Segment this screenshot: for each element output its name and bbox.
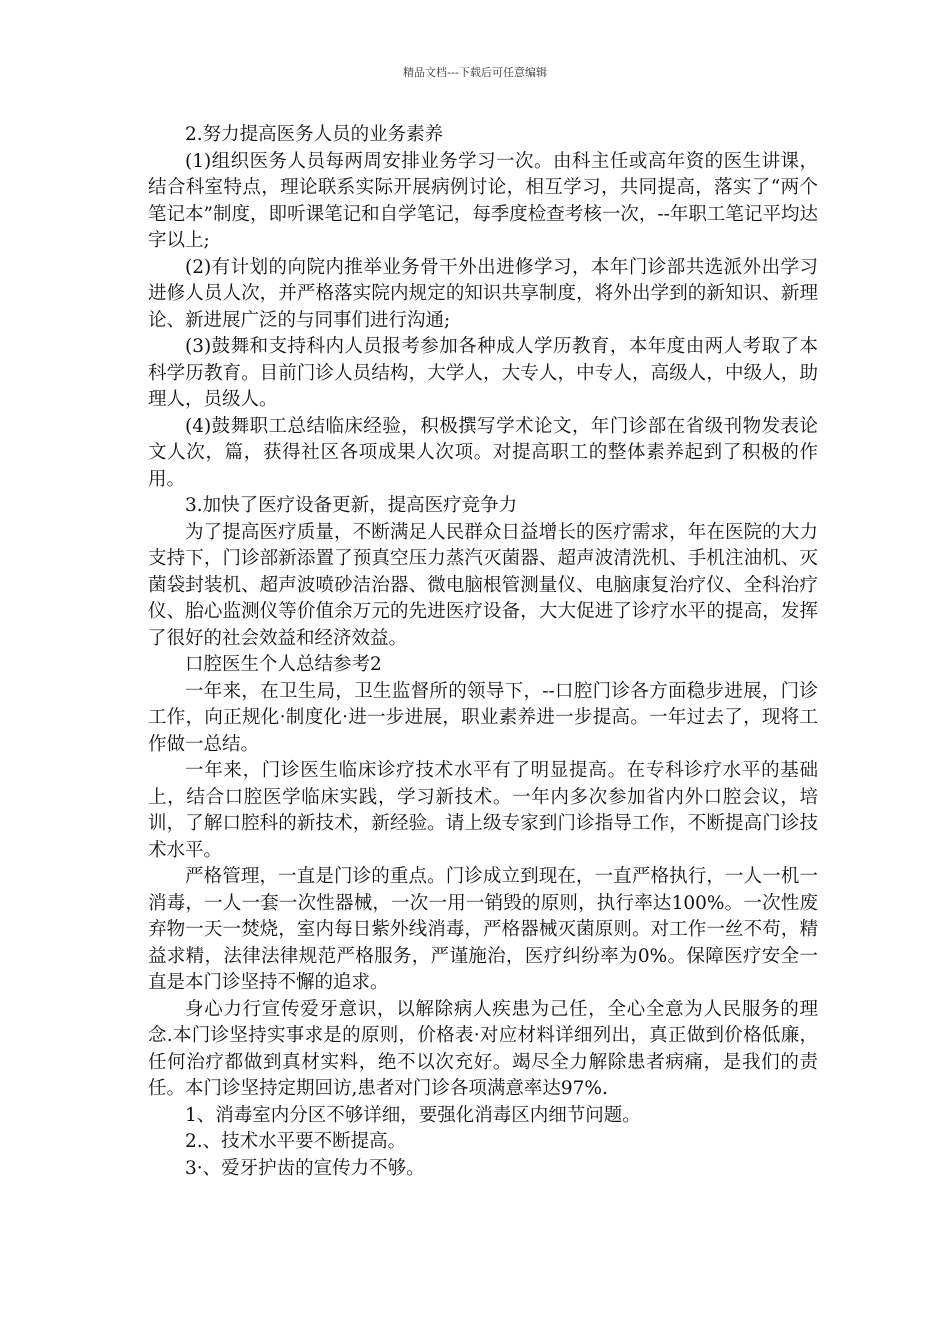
section-heading-2: 2.努力提高医务人员的业务素养	[185, 124, 444, 145]
paragraph-education: (3)鼓舞和支持科内人员报考参加各种成人学历教育，本年度由两人考取了本科学历教育。目前门诊人员结构，大学人，大专人，中专人，高级人，中级人，助理人，员级人。	[148, 336, 818, 410]
paragraph-intro: 一年来，在卫生局，卫生监督所的领导下，--口腔门诊各方面稳步进展，门诊工作，向正规化·制度化·进一步进展，职业素养进一步提高。一年过去了，现将工作做一总结。	[148, 680, 818, 755]
document-body	[148, 122, 818, 1182]
list-item-3: 3·、爱牙护齿的宣传力不够。	[185, 1157, 425, 1179]
section-heading-3: 3.加快了医疗设备更新，提高医疗竞争力	[185, 495, 518, 516]
list-item-2: 2.、技术水平要不断提高。	[185, 1131, 407, 1152]
paragraph-service: 身心力行宣传爱牙意识，以解除病人疾患为己任，全心全意为人民服务的理念.本门诊坚持实事求是的原则，价格表·对应材料详细列出，真正做到价格低廉，任何治疗都做到真材实料，绝不以次充好。竭尽全力解除患者病痛，是我们的责任。本门诊坚持定期回访,患者对门诊各项满意率达97%.	[148, 998, 818, 1099]
paragraph-technique: 一年来，门诊医生临床诊疗技术水平有了明显提高。在专科诊疗水平的基础上，结合口腔医学临床实践，学习新技术。一年内多次参加省内外口腔会议，培训，了解口腔科的新技术，新经验。请上级专家到门诊指导工作，不断提高门诊技术水平。	[148, 760, 818, 861]
paragraph-study: (1)组织医务人员每两周安排业务学习一次。由科主任或高年资的医生讲课，结合科室特点，理论联系实际开展病例讨论，相互学习，共同提高，落实了“两个笔记本”制度，即听课笔记和自学笔记，每季度检查考核一次，--年职工笔记平均达字以上;	[148, 150, 818, 251]
paragraph-papers: (4)鼓舞职工总结临床经验，积极撰写学术论文，年门诊部在省级刊物发表论文人次，篇，获得社区各项成果人次项。对提高职工的整体素养起到了积极的作用。	[148, 415, 818, 490]
paragraph-management: 严格管理，一直是门诊的重点。门诊成立到现在，一直严格执行，一人一机一消毒，一人一套一次性器械，一次一用一销毁的原则，执行率达100%。一次性废弃物一天一焚烧，室内每日紫外线消毒，严格器械灭菌原则。对工作一丝不苟，精益求精，法律法律规范严格服务，严谨施治，医疗纠纷率为0%。保障医疗安全一直是本门诊坚持不懈的追求。	[148, 866, 818, 993]
page-header: 精品文档---下载后可任意编辑	[403, 66, 547, 79]
paragraph-training: (2)有计划的向院内推举业务骨干外出进修学习，本年门诊部共选派外出学习进修人员人次，并严格落实院内规定的知识共享制度，将外出学到的新知识、新理论、新进展广泛的与同事们进行沟通;	[148, 256, 818, 331]
list-item-1: 1、消毒室内分区不够详细，要强化消毒区内细节问题。	[185, 1104, 641, 1126]
section-title-summary-2: 口腔医生个人总结参考2	[185, 654, 382, 675]
paragraph-equipment: 为了提高医疗质量，不断满足人民群众日益增长的医疗需求，年在医院的大力支持下，门诊部新添置了预真空压力蒸汽灭菌器、超声波清洗机、手机注油机、灭菌袋封装机、超声波喷砂洁治器、微电脑根管测量仪、电脑康复治疗仪、全科治疗仪、胎心监测仪等价值余万元的先进医疗设备，大大促进了诊疗水平的提高，发挥了很好的社会效益和经济效益。	[148, 521, 818, 649]
